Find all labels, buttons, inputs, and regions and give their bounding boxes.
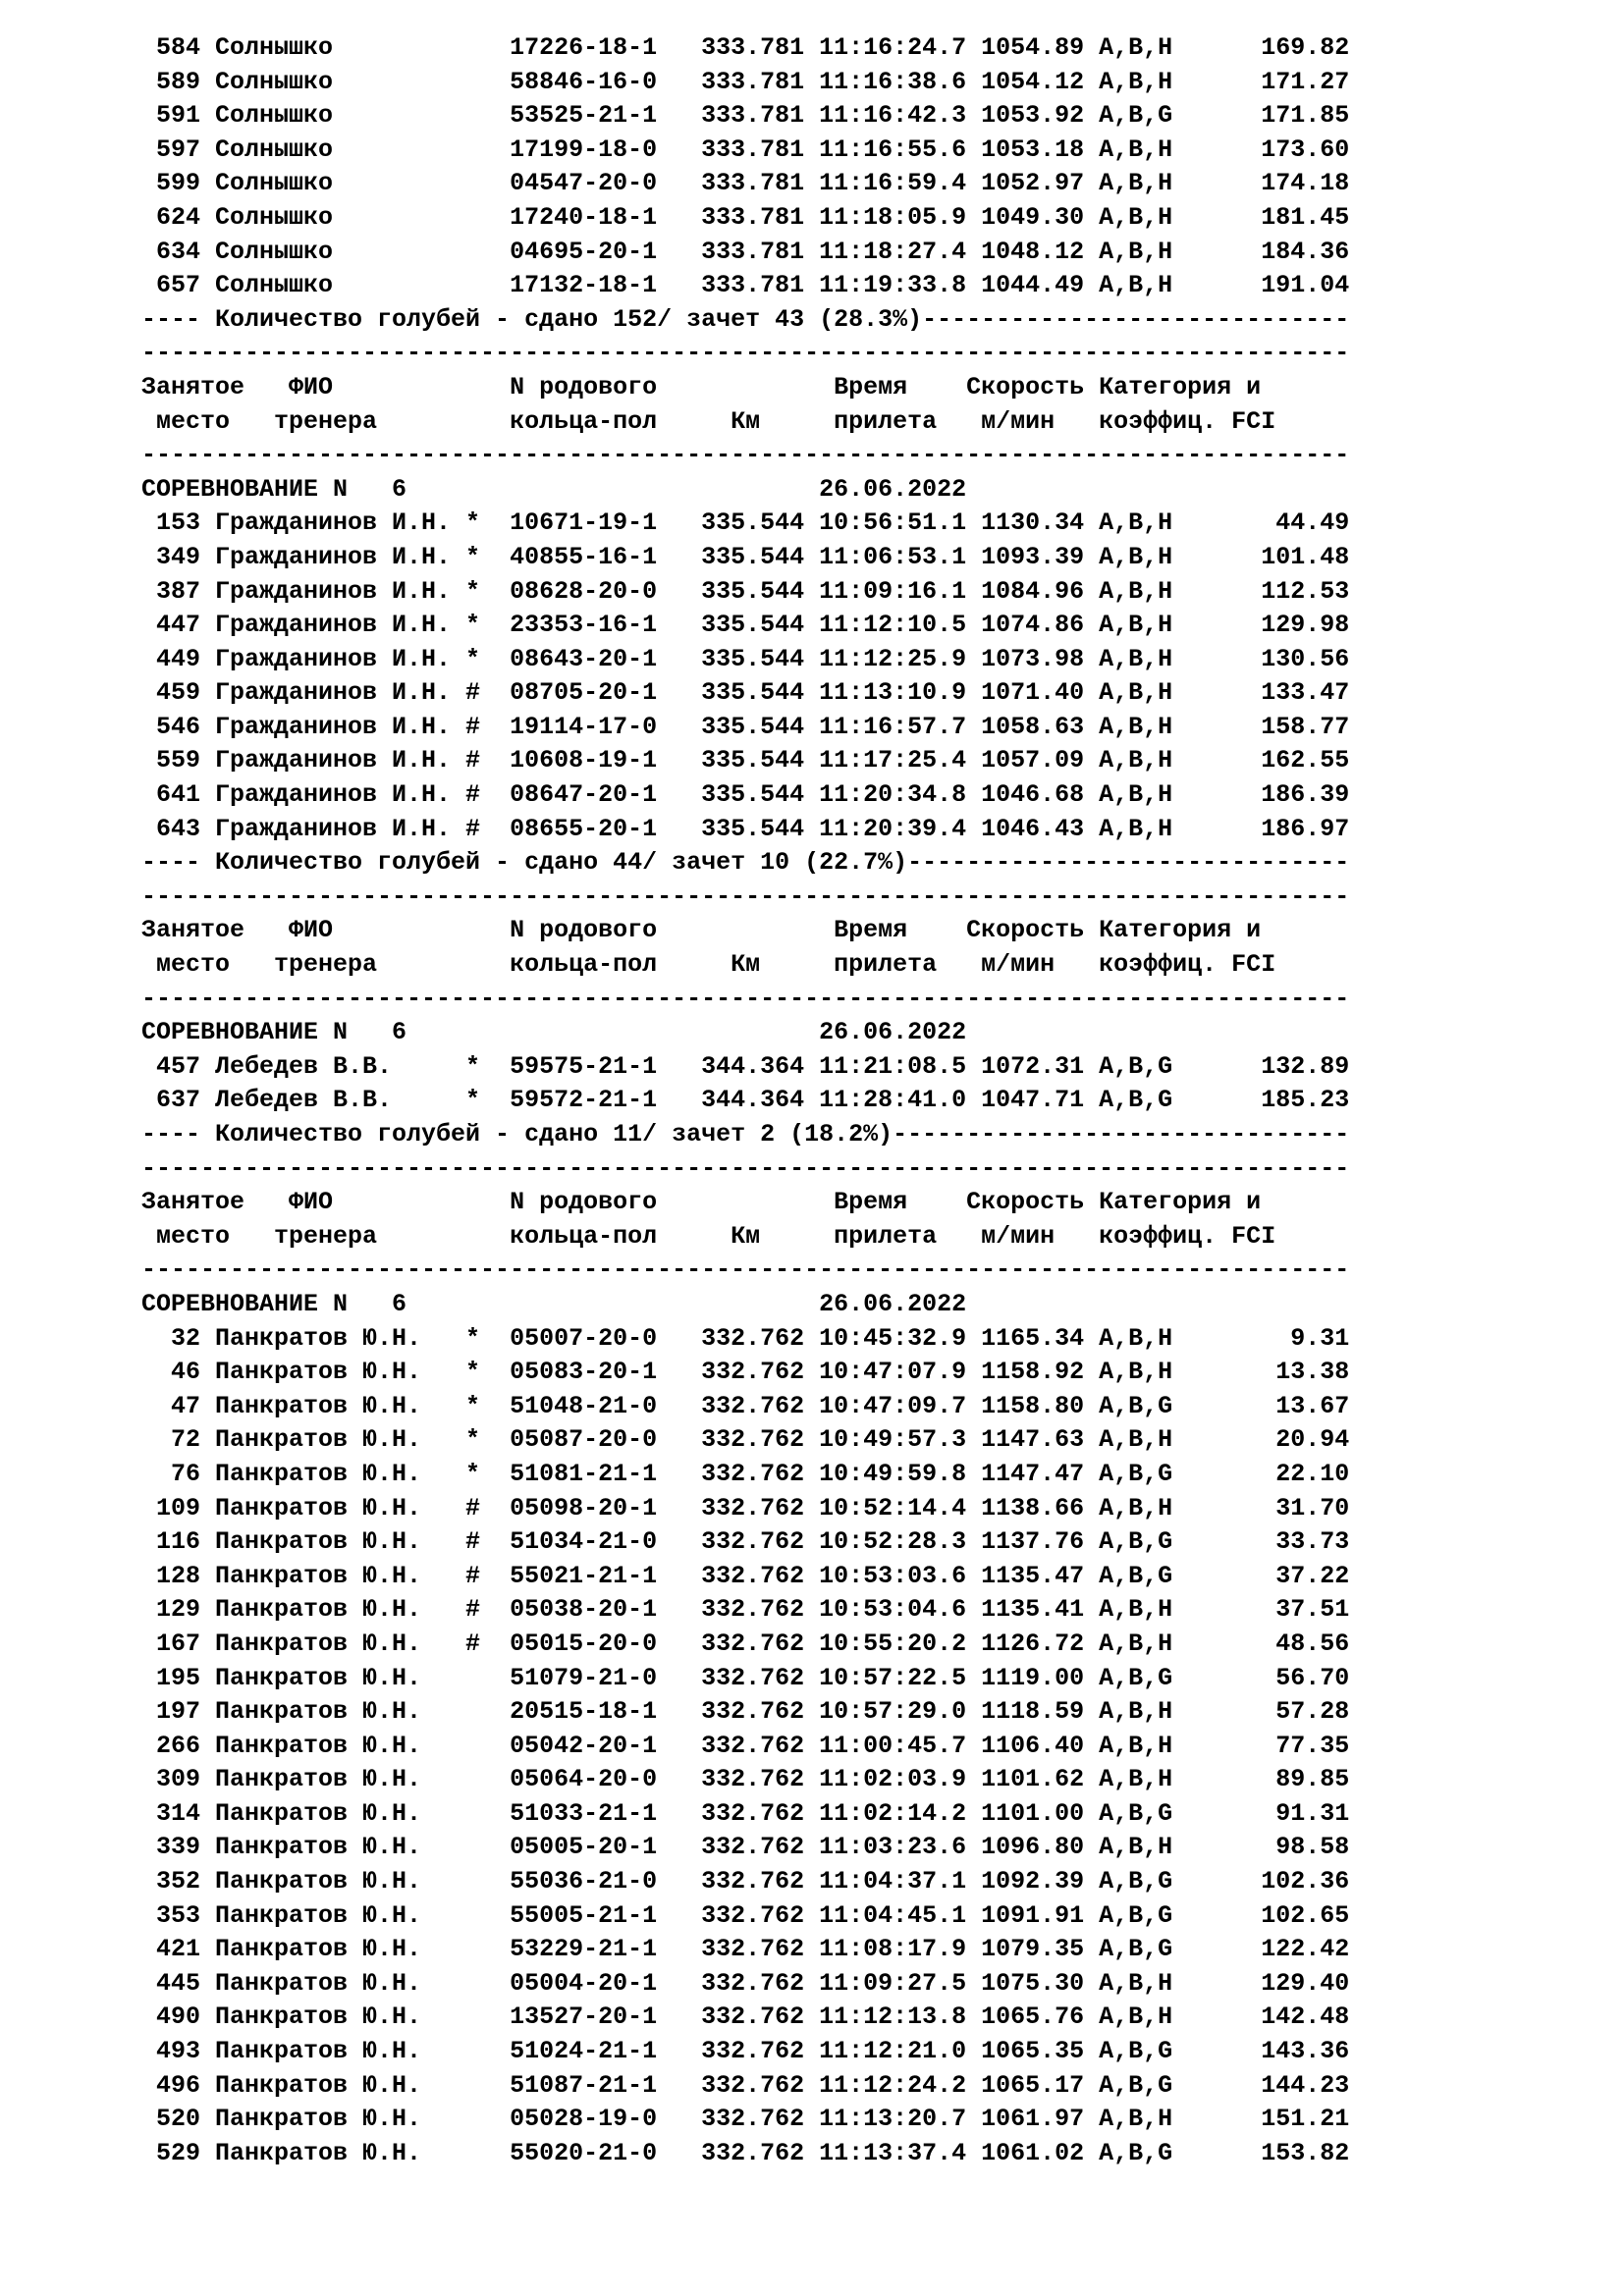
column-header: место тренера кольца-пол Км прилета м/мин коэффиц. FCI — [127, 950, 1276, 980]
result-row: 32 Панкратов Ю.Н. * 05007-20-0 332.762 10:45:32.9 1165.34 A,B,H 9.31 — [127, 1323, 1350, 1353]
column-header: Занятое ФИО N родового Время Скорость Категория и — [127, 1188, 1262, 1217]
result-row: 266 Панкратов Ю.Н. 05042-20-1 332.762 11:00:45.7 1106.40 A,B,H 77.35 — [127, 1731, 1350, 1760]
result-row: 167 Панкратов Ю.Н. # 05015-20-0 332.762 10:55:20.2 1126.72 A,B,H 48.56 — [127, 1629, 1350, 1658]
result-row: 352 Панкратов Ю.Н. 55036-21-0 332.762 11:04:37.1 1092.39 A,B,G 102.36 — [127, 1867, 1350, 1896]
result-row: 314 Панкратов Ю.Н. 51033-21-1 332.762 11:02:14.2 1101.00 A,B,G 91.31 — [127, 1798, 1350, 1828]
separator-line: ---------------------------------------------------------------------------------- — [127, 1255, 1350, 1285]
column-header: место тренера кольца-пол Км прилета м/мин коэффиц. FCI — [127, 406, 1276, 436]
result-row: 559 Гражданинов И.Н. # 10608-19-1 335.544 11:17:25.4 1057.09 A,B,H 162.55 — [127, 746, 1350, 775]
result-row: 47 Панкратов Ю.Н. * 51048-21-0 332.762 10:47:09.7 1158.80 A,B,G 13.67 — [127, 1391, 1350, 1420]
result-row: 72 Панкратов Ю.Н. * 05087-20-0 332.762 10:49:57.3 1147.63 A,B,H 20.94 — [127, 1425, 1350, 1455]
result-row: 46 Панкратов Ю.Н. * 05083-20-1 332.762 10:47:07.9 1158.92 A,B,H 13.38 — [127, 1358, 1350, 1387]
column-header: место тренера кольца-пол Км прилета м/мин коэффиц. FCI — [127, 1221, 1276, 1251]
result-row: 349 Гражданинов И.Н. * 40855-16-1 335.544 11:06:53.1 1093.39 A,B,H 101.48 — [127, 542, 1350, 571]
result-row: 641 Гражданинов И.Н. # 08647-20-1 335.544 11:20:34.8 1046.68 A,B,H 186.39 — [127, 780, 1350, 810]
result-row: 634 Солнышко 04695-20-1 333.781 11:18:27.4 1048.12 A,B,H 184.36 — [127, 237, 1350, 266]
separator-line: ---------------------------------------------------------------------------------- — [127, 881, 1350, 911]
result-row: 493 Панкратов Ю.Н. 51024-21-1 332.762 11:12:21.0 1065.35 A,B,G 143.36 — [127, 2037, 1350, 2066]
result-row: 589 Солнышко 58846-16-0 333.781 11:16:38.6 1054.12 A,B,H 171.27 — [127, 67, 1350, 96]
result-row: 195 Панкратов Ю.Н. 51079-21-0 332.762 10:57:22.5 1119.00 A,B,G 56.70 — [127, 1663, 1350, 1692]
separator-line: ---------------------------------------------------------------------------------- — [127, 339, 1350, 368]
summary-line: ---- Количество голубей - сдано 44/ зачет 10 (22.7%)------------------------------ — [127, 848, 1350, 878]
result-row: 197 Панкратов Ю.Н. 20515-18-1 332.762 10:57:29.0 1118.59 A,B,H 57.28 — [127, 1697, 1350, 1727]
result-row: 657 Солнышко 17132-18-1 333.781 11:19:33.8 1044.49 A,B,H 191.04 — [127, 271, 1350, 300]
separator-line: ---------------------------------------------------------------------------------- — [127, 441, 1350, 470]
result-row: 153 Гражданинов И.Н. * 10671-19-1 335.544 10:56:51.1 1130.34 A,B,H 44.49 — [127, 508, 1350, 538]
column-header: Занятое ФИО N родового Время Скорость Категория и — [127, 916, 1262, 945]
result-row: 529 Панкратов Ю.Н. 55020-21-0 332.762 11:13:37.4 1061.02 A,B,G 153.82 — [127, 2138, 1350, 2167]
result-row: 445 Панкратов Ю.Н. 05004-20-1 332.762 11:09:27.5 1075.30 A,B,H 129.40 — [127, 1968, 1350, 1998]
competition-header: СОРЕВНОВАНИЕ N 6 26.06.2022 — [127, 1018, 967, 1047]
result-row: 624 Солнышко 17240-18-1 333.781 11:18:05.9 1049.30 A,B,H 181.45 — [127, 202, 1350, 232]
separator-line: ---------------------------------------------------------------------------------- — [127, 984, 1350, 1013]
result-row: 116 Панкратов Ю.Н. # 51034-21-0 332.762 10:52:28.3 1137.76 A,B,G 33.73 — [127, 1527, 1350, 1557]
result-row: 599 Солнышко 04547-20-0 333.781 11:16:59.4 1052.97 A,B,H 174.18 — [127, 169, 1350, 198]
result-row: 339 Панкратов Ю.Н. 05005-20-1 332.762 11:03:23.6 1096.80 A,B,H 98.58 — [127, 1833, 1350, 1862]
result-row: 597 Солнышко 17199-18-0 333.781 11:16:55.6 1053.18 A,B,H 173.60 — [127, 134, 1350, 164]
competition-header: СОРЕВНОВАНИЕ N 6 26.06.2022 — [127, 1289, 967, 1318]
result-row: 309 Панкратов Ю.Н. 05064-20-0 332.762 11:02:03.9 1101.62 A,B,H 89.85 — [127, 1765, 1350, 1794]
result-row: 387 Гражданинов И.Н. * 08628-20-0 335.544 11:09:16.1 1084.96 A,B,H 112.53 — [127, 576, 1350, 606]
result-row: 76 Панкратов Ю.Н. * 51081-21-1 332.762 10:49:59.8 1147.47 A,B,G 22.10 — [127, 1459, 1350, 1488]
result-row: 637 Лебедев В.В. * 59572-21-1 344.364 11:28:41.0 1047.71 A,B,G 185.23 — [127, 1086, 1350, 1115]
result-row: 421 Панкратов Ю.Н. 53229-21-1 332.762 11:08:17.9 1079.35 A,B,G 122.42 — [127, 1935, 1350, 1964]
result-row: 490 Панкратов Ю.Н. 13527-20-1 332.762 11:12:13.8 1065.76 A,B,H 142.48 — [127, 2002, 1350, 2032]
result-row: 643 Гражданинов И.Н. # 08655-20-1 335.544 11:20:39.4 1046.43 A,B,H 186.97 — [127, 814, 1350, 843]
competition-header: СОРЕВНОВАНИЕ N 6 26.06.2022 — [127, 474, 967, 504]
result-row: 520 Панкратов Ю.Н. 05028-19-0 332.762 11:13:20.7 1061.97 A,B,H 151.21 — [127, 2105, 1350, 2134]
result-row: 109 Панкратов Ю.Н. # 05098-20-1 332.762 10:52:14.4 1138.66 A,B,H 31.70 — [127, 1493, 1350, 1522]
result-row: 129 Панкратов Ю.Н. # 05038-20-1 332.762 10:53:04.6 1135.41 A,B,H 37.51 — [127, 1595, 1350, 1625]
result-row: 496 Панкратов Ю.Н. 51087-21-1 332.762 11:12:24.2 1065.17 A,B,G 144.23 — [127, 2070, 1350, 2100]
result-row: 591 Солнышко 53525-21-1 333.781 11:16:42.3 1053.92 A,B,G 171.85 — [127, 101, 1350, 131]
result-row: 128 Панкратов Ю.Н. # 55021-21-1 332.762 10:53:03.6 1135.47 A,B,G 37.22 — [127, 1561, 1350, 1590]
summary-line: ---- Количество голубей - сдано 152/ зачет 43 (28.3%)----------------------------- — [127, 304, 1350, 334]
result-row: 459 Гражданинов И.Н. # 08705-20-1 335.544 11:13:10.9 1071.40 A,B,H 133.47 — [127, 678, 1350, 708]
result-row: 457 Лебедев В.В. * 59575-21-1 344.364 11:21:08.5 1072.31 A,B,G 132.89 — [127, 1051, 1350, 1081]
result-row: 584 Солнышко 17226-18-1 333.781 11:16:24.7 1054.89 A,B,H 169.82 — [127, 33, 1350, 62]
result-row: 546 Гражданинов И.Н. # 19114-17-0 335.544 11:16:57.7 1058.63 A,B,H 158.77 — [127, 712, 1350, 741]
separator-line: ---------------------------------------------------------------------------------- — [127, 1153, 1350, 1183]
results-report — [0, 31, 1624, 2170]
result-row: 447 Гражданинов И.Н. * 23353-16-1 335.544 11:12:10.5 1074.86 A,B,H 129.98 — [127, 611, 1350, 640]
result-row: 449 Гражданинов И.Н. * 08643-20-1 335.544 11:12:25.9 1073.98 A,B,H 130.56 — [127, 644, 1350, 673]
summary-line: ---- Количество голубей - сдано 11/ зачет 2 (18.2%)------------------------------- — [127, 1120, 1350, 1148]
column-header: Занятое ФИО N родового Время Скорость Категория и — [127, 372, 1262, 401]
result-row: 353 Панкратов Ю.Н. 55005-21-1 332.762 11:04:45.1 1091.91 A,B,G 102.65 — [127, 1900, 1350, 1930]
